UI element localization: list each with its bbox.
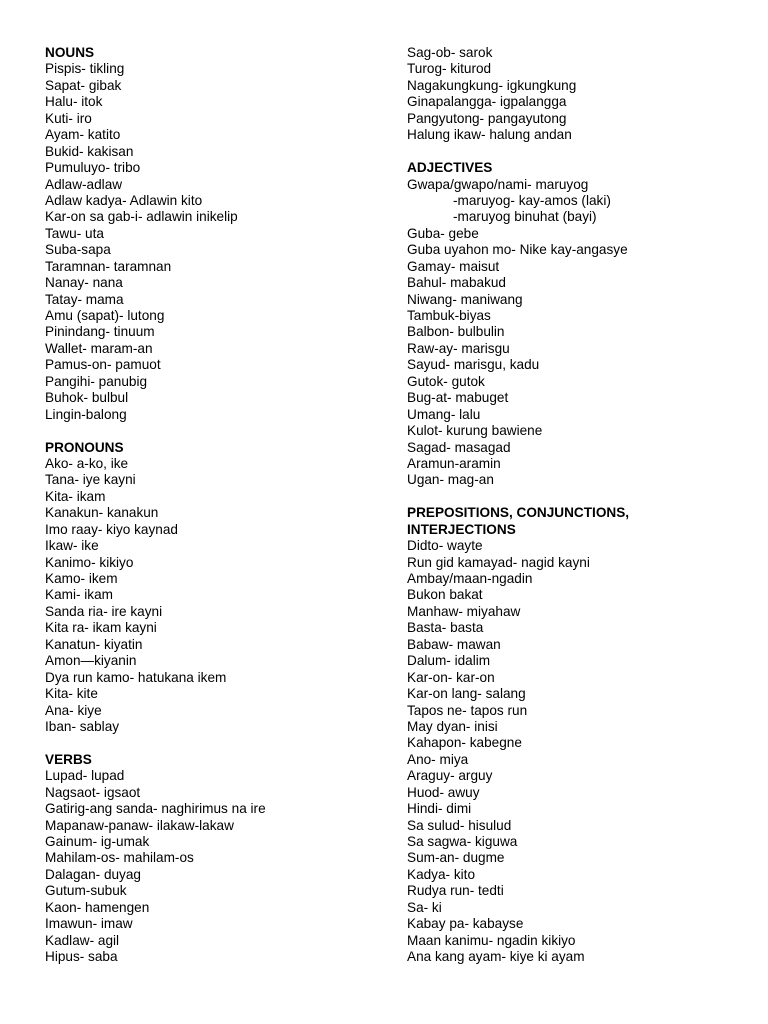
vocab-entry: Mahilam-os- mahilam-os — [45, 850, 194, 866]
vocab-entry: Buhok- bulbul — [45, 390, 129, 406]
vocab-entry: Kuti- iro — [45, 110, 92, 126]
verbs-list — [45, 768, 375, 965]
vocab-entry: Sum-an- dugme — [407, 850, 505, 866]
vocab-entry: Adlaw-adlaw — [45, 176, 123, 192]
vocab-entry: Kulot- kurung bawiene — [407, 423, 543, 439]
vocab-entry: Basta- basta — [407, 620, 484, 636]
vocab-entry: Mapanaw-panaw- ilakaw-lakaw — [45, 817, 234, 833]
vocab-entry: Tambuk-biyas — [407, 308, 491, 323]
vocab-entry: Kahapon- kabegne — [407, 735, 522, 751]
vocab-entry: Raw-ay- marisgu — [407, 340, 510, 356]
vocab-entry: Sagad- masagad — [407, 439, 511, 455]
vocab-entry: Gutum-subuk — [45, 883, 127, 899]
vocab-entry: Sayud- marisgu, kadu — [407, 357, 540, 373]
vocab-entry: Imo raay- kiyo kaynad — [45, 521, 178, 537]
vocab-entry: Kadya- kito — [407, 866, 476, 882]
vocab-entry: Rudya run- tedti — [407, 883, 504, 899]
vocab-entry: Didto- wayte — [407, 538, 483, 554]
vocab-entry: Suba-sapa — [45, 242, 111, 258]
vocab-entry: Pamus-on- pamuot — [45, 357, 161, 373]
vocab-entry: Kamo- ikem — [45, 571, 118, 586]
vocab-entry: Bahul- mabakud — [407, 275, 506, 291]
vocab-entry: Kadlaw- agil — [45, 932, 120, 948]
vocab-entry: Hipus- saba — [45, 949, 118, 965]
vocab-entry: Dya run kamo- hatukana ikem — [45, 669, 227, 685]
vocab-entry: Dalagan- duyag — [45, 866, 141, 882]
vocab-entry: Nagsaot- igsaot — [45, 784, 141, 800]
vocab-entry: Tawu- uta — [45, 225, 104, 241]
vocab-entry: Ana kang ayam- kiye ki ayam — [407, 949, 585, 965]
vocab-entry: Dalum- idalim — [407, 653, 491, 669]
vocab-entry: Amon—kiyanin — [45, 653, 137, 669]
adjective-entry-gwapa: Gwapa/gwapo/nami- maruyog — [407, 176, 589, 192]
vocab-entry: Kaon- hamengen — [45, 899, 150, 915]
vocab-entry: Tapos ne- tapos run — [407, 702, 528, 718]
vocab-entry: Guba- gebe — [407, 225, 479, 241]
vocab-entry: Niwang- maniwang — [407, 291, 523, 307]
vocab-entry: Kanatun- kiyatin — [45, 636, 143, 652]
left-column — [45, 45, 375, 966]
vocab-entry: Gutok- gutok — [407, 373, 485, 389]
vocab-entry: Araguy- arguy — [407, 768, 493, 784]
vocab-entry: Ako- a-ko, ike — [45, 455, 129, 471]
vocab-entry: Umang- lalu — [407, 406, 481, 422]
vocab-entry: Kar-on lang- salang — [407, 686, 526, 702]
vocab-entry: Ambay/maan-ngadin — [407, 571, 533, 586]
vocab-entry: Ano- miya — [407, 751, 469, 767]
vocab-entry: Kita- ikam — [45, 488, 106, 504]
vocab-entry: Ayam- katito — [45, 127, 121, 143]
vocab-entry: Huod- awuy — [407, 784, 480, 800]
vocab-entry: Sa sagwa- kiguwa — [407, 834, 518, 849]
nouns-heading: NOUNS — [45, 45, 95, 60]
vocab-entry: Nagakungkung- igkungkung — [407, 77, 577, 93]
vocab-entry: Kanakun- kanakun — [45, 505, 159, 521]
vocab-entry: Lingin-balong — [45, 406, 127, 422]
pronouns-list — [45, 456, 375, 735]
prepositions-list — [407, 538, 737, 965]
vocab-entry: Wallet- maram-an — [45, 340, 153, 356]
vocab-entry: Bukid- kakisan — [45, 143, 134, 159]
vocab-entry: Tana- iye kayni — [45, 472, 136, 488]
vocab-entry: Kami- ikam — [45, 587, 113, 603]
vocab-entry: Manhaw- miyahaw — [407, 603, 521, 619]
adjective-subentry-bayi: -maruyog binuhat (bayi) — [453, 209, 597, 225]
vocab-entry: Gatirig-ang sanda- naghirimus na ire — [45, 801, 266, 817]
vocab-entry: Pumuluyo- tribo — [45, 160, 141, 176]
vocab-entry: Pangyutong- pangayutong — [407, 110, 567, 126]
vocab-entry: Kanimo- kikiyo — [45, 554, 134, 570]
nouns-list — [45, 61, 375, 423]
vocab-entry: Imawun- imaw — [45, 916, 133, 932]
vocab-entry: Pinindang- tinuum — [45, 324, 155, 340]
vocab-entry: Guba uyahon mo- Nike kay-angasye — [407, 242, 628, 258]
vocab-entry: Babaw- mawan — [407, 636, 501, 652]
vocab-entry: Sanda ria- ire kayni — [45, 603, 163, 619]
vocab-entry: Bug-at- mabuget — [407, 390, 509, 406]
vocab-entry: Sa sulud- hisulud — [407, 817, 512, 833]
vocab-entry: Balbon- bulbulin — [407, 324, 505, 340]
vocab-entry: Gainum- ig-umak — [45, 834, 150, 849]
vocab-entry: Amu (sapat)- lutong — [45, 308, 165, 323]
vocab-entry: Taramnan- taramnan — [45, 258, 172, 274]
vocab-entry: Ikaw- ike — [45, 538, 99, 554]
vocab-entry: Ana- kiye — [45, 702, 102, 718]
pronouns-heading: PRONOUNS — [45, 439, 124, 455]
vocab-entry: Kar-on- kar-on — [407, 669, 495, 685]
vocab-entry: Ugan- mag-an — [407, 472, 494, 488]
interjections-heading: INTERJECTIONS — [407, 521, 516, 537]
vocab-entry: Hindi- dimi — [407, 801, 472, 817]
vocab-entry: Turog- kiturod — [407, 61, 492, 77]
vocab-entry: Ginapalangga- igpalangga — [407, 94, 567, 110]
vocab-entry: Aramun-aramin — [407, 455, 501, 471]
right-column — [407, 45, 737, 966]
adjective-subentry-laki: -maruyog- kay-amos (laki) — [453, 192, 611, 208]
vocab-entry: Maan kanimu- ngadin kikiyo — [407, 932, 576, 948]
vocab-entry: Adlaw kadya- Adlawin kito — [45, 192, 203, 208]
prepositions-heading: PREPOSITIONS, CONJUNCTIONS, — [407, 505, 630, 521]
vocab-entry: Sag-ob- sarok — [407, 45, 493, 60]
verbs-continued-list — [407, 45, 737, 144]
vocab-entry: Lupad- lupad — [45, 768, 125, 784]
vocab-entry: Halung ikaw- halung andan — [407, 127, 572, 143]
vocab-entry: Nanay- nana — [45, 275, 123, 291]
vocab-entry: Gamay- maisut — [407, 258, 500, 274]
vocab-entry: Kar-on sa gab-i- adlawin inikelip — [45, 209, 238, 225]
vocab-entry: Sa- ki — [407, 899, 442, 915]
vocab-entry: Pispis- tikling — [45, 61, 125, 77]
vocab-entry: Kita ra- ikam kayni — [45, 620, 157, 636]
vocab-entry: Kita- kite — [45, 686, 98, 702]
adjectives-heading: ADJECTIVES — [407, 160, 493, 176]
vocab-entry: Kabay pa- kabayse — [407, 916, 524, 932]
vocab-entry: Sapat- gibak — [45, 77, 122, 93]
vocab-entry: Tatay- mama — [45, 291, 124, 307]
vocab-entry: Pangihi- panubig — [45, 373, 148, 389]
vocab-entry: May dyan- inisi — [407, 718, 498, 734]
vocab-entry: Bukon bakat — [407, 587, 483, 603]
vocab-entry: Iban- sablay — [45, 718, 120, 734]
verbs-heading: VERBS — [45, 751, 92, 767]
adjectives-list — [407, 226, 737, 489]
vocab-entry: Run gid kamayad- nagid kayni — [407, 554, 590, 570]
vocab-entry: Halu- itok — [45, 94, 103, 110]
